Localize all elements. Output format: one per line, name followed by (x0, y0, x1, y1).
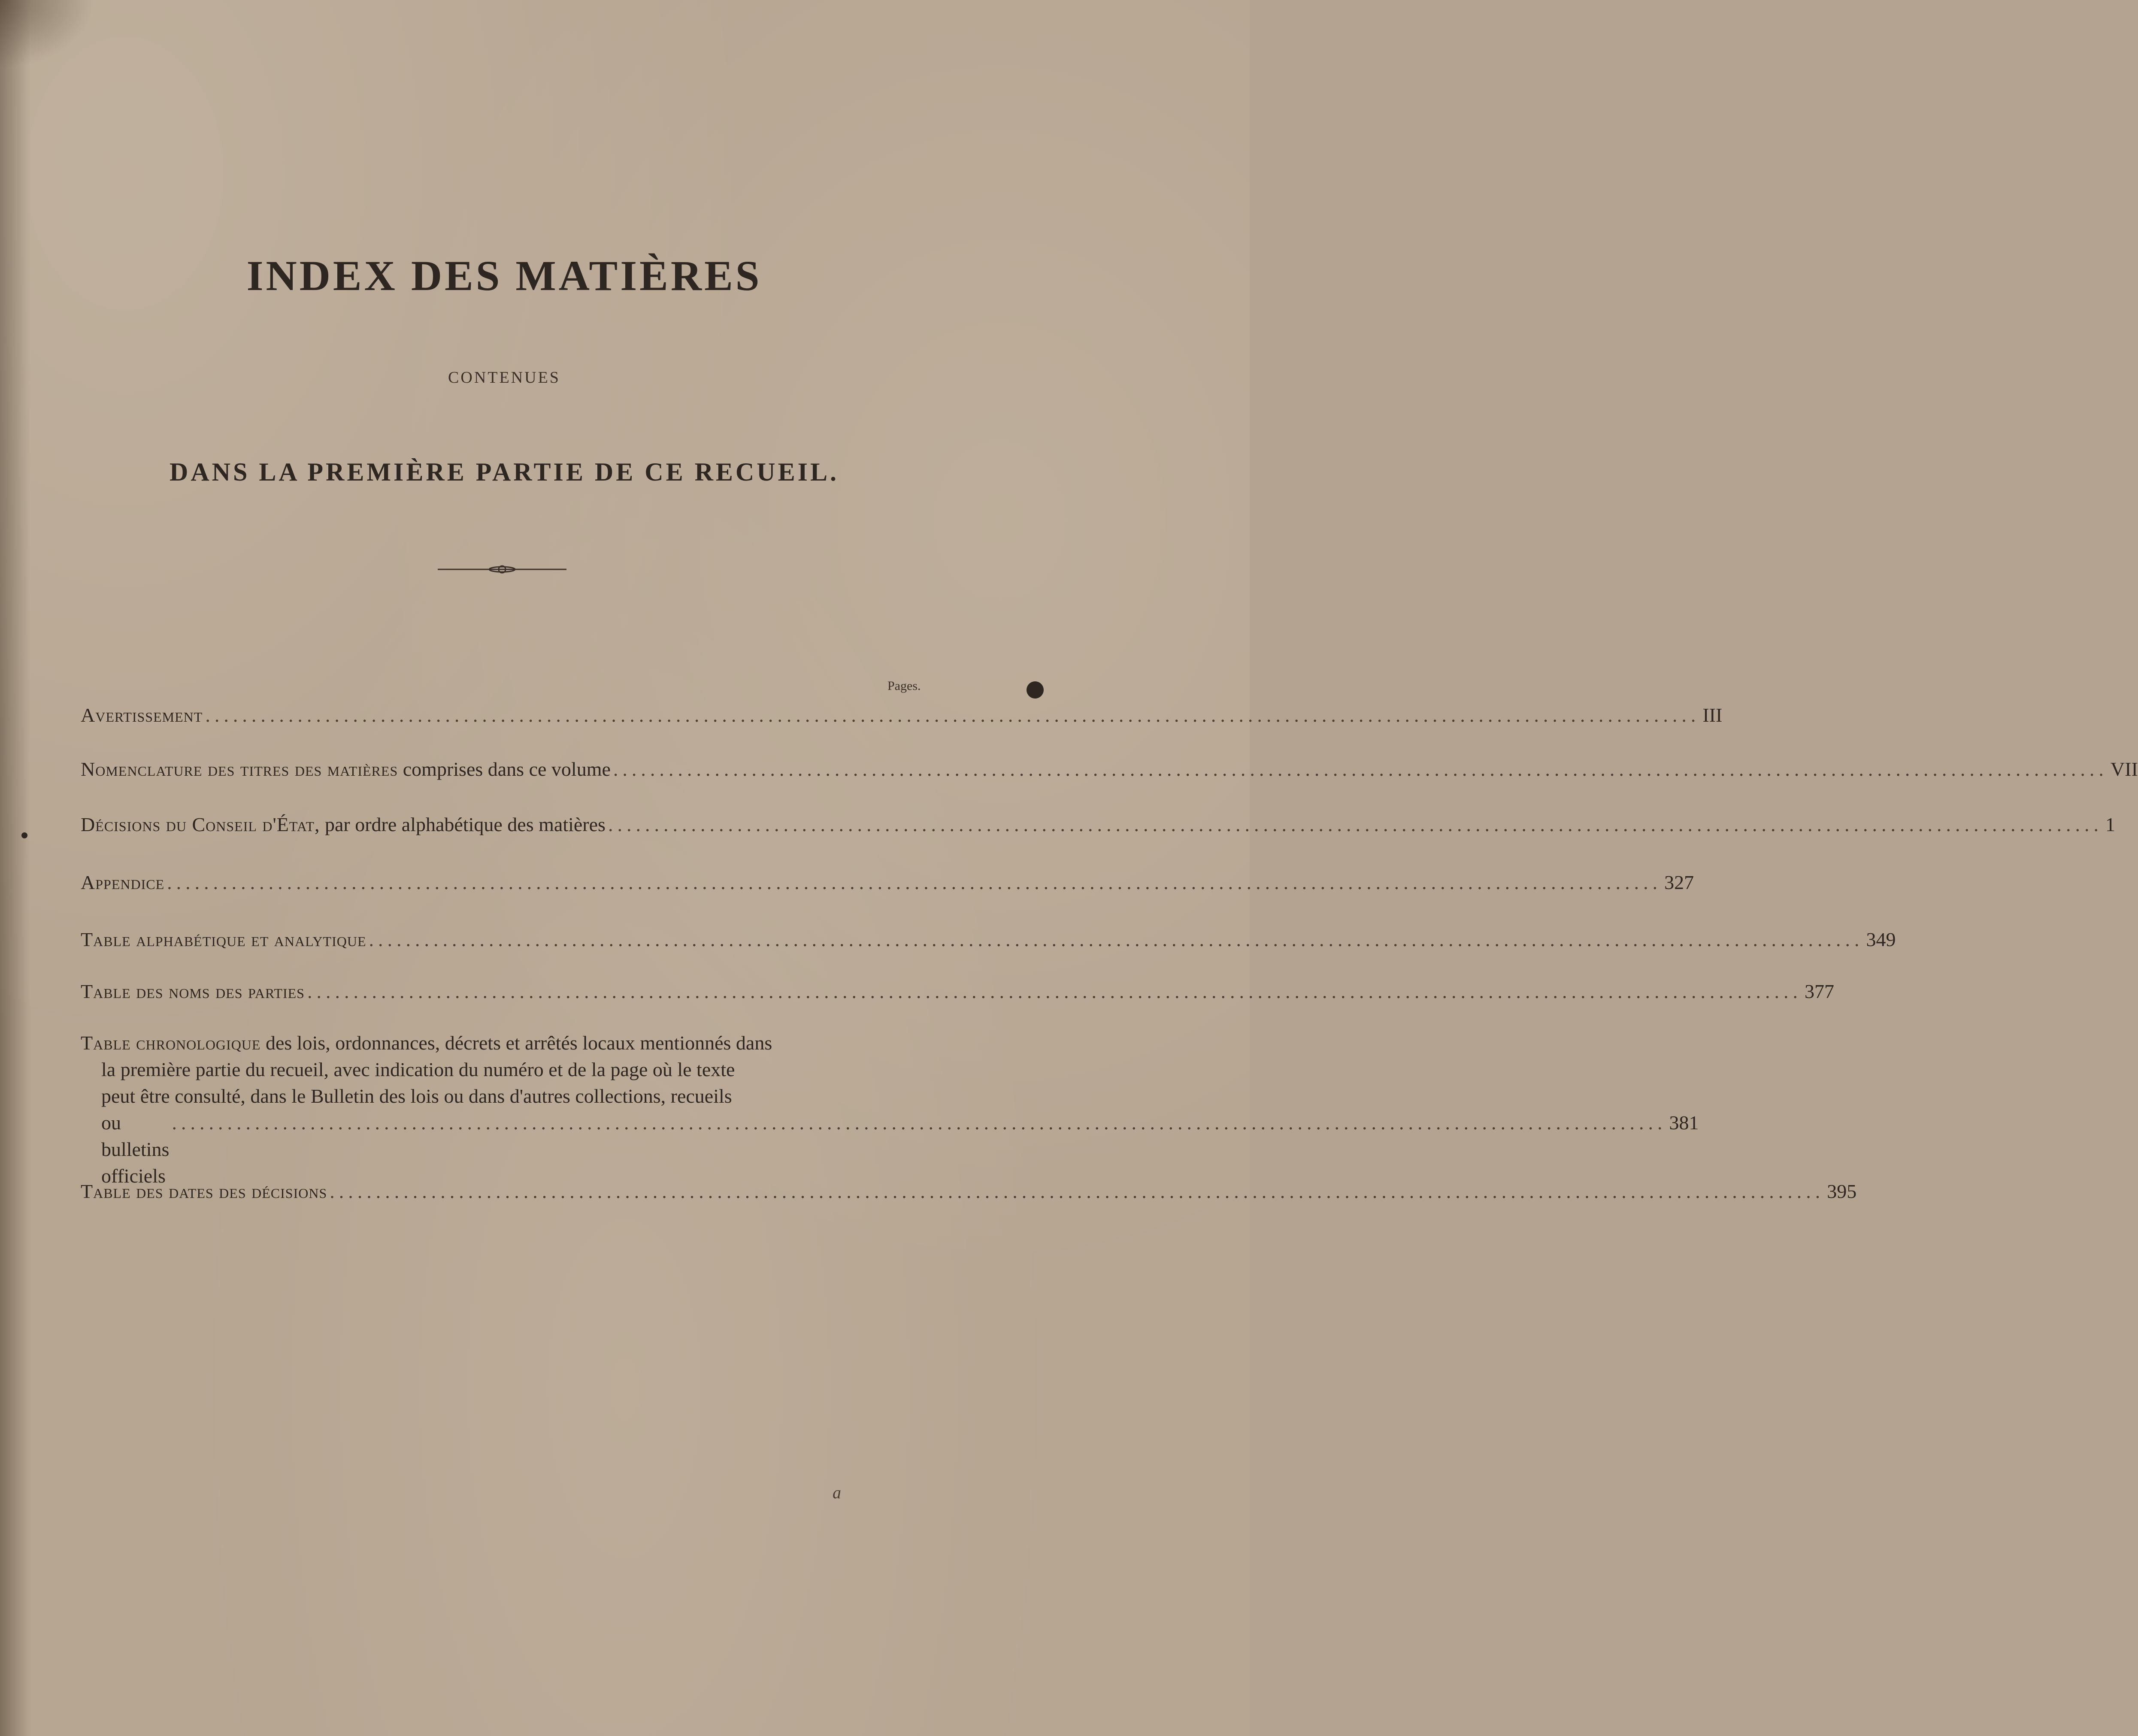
leader-dots: .................................................................................................................................................................. (613, 758, 2108, 780)
leader-dots: .................................................................................................................................................................. (167, 871, 1662, 893)
toc-entry-label-rest: par ordre alphabétique des matières (320, 814, 606, 835)
page-corner-stain (0, 0, 94, 69)
toc-entry-page: 349 (1866, 928, 1896, 950)
ornament-divider (438, 563, 566, 576)
toc-entry-appendice (81, 871, 1694, 894)
page-title: INDEX DES MATIÈRES (246, 252, 762, 299)
leader-dots: .................................................................................................................................................................. (205, 704, 1700, 726)
page-subtitle: CONTENUES (448, 369, 560, 387)
toc-entry-page: 377 (1804, 980, 1834, 1002)
toc-entry-label-rest: des lois, ordonnances, décrets et arrêtés locaux mentionnés dans (260, 1032, 772, 1054)
toc-entry-table-dates (81, 1180, 1857, 1203)
ink-spot (1027, 681, 1044, 699)
toc-entry-page: VII (2110, 758, 2138, 780)
page-folio: a (833, 1483, 841, 1502)
toc-entry-line: peut être consulté, dans le Bulletin des lois ou dans d'autres collections, recueils (101, 1085, 732, 1107)
leader-dots: .................................................................................................................................................................. (608, 814, 2103, 835)
toc-entry-label: Nomenclature des titres des matières (81, 758, 398, 780)
toc-entry-page: 327 (1664, 871, 1694, 893)
toc-entry-line: ou bulletins officiels (101, 1112, 170, 1187)
leader-dots: .................................................................................................................................................................. (307, 980, 1802, 1002)
toc-entry-nomenclature (81, 758, 2138, 780)
toc-entry-label: Appendice (81, 871, 165, 893)
toc-entry-label: Avertissement (81, 704, 203, 726)
leader-dots: .................................................................................................................................................................. (172, 1112, 1667, 1134)
ink-spot (21, 832, 27, 838)
toc-entry-table-alphabetique (81, 928, 1896, 951)
toc-entry-label: Table des noms des parties (81, 980, 305, 1002)
pages-column-header: Pages. (887, 679, 921, 693)
toc-entry-label: Table des dates des décisions (81, 1180, 327, 1202)
toc-entry-page: III (1702, 704, 1723, 726)
leader-dots: .................................................................................................................................................................. (369, 928, 1864, 950)
page-subtitle-secondary: DANS LA PREMIÈRE PARTIE DE CE RECUEIL. (170, 458, 839, 486)
toc-entry-label: Décisions du Conseil d'État, (81, 814, 320, 835)
toc-entry-page: 395 (1827, 1180, 1857, 1202)
toc-entry-label: Table alphabétique et analytique (81, 928, 366, 950)
toc-entry-label: Table chronologique (81, 1032, 261, 1054)
toc-entry-page: 1 (2105, 814, 2115, 835)
toc-entry-table-chronologique (81, 1030, 1699, 1189)
leader-dots: .................................................................................................................................................................. (330, 1180, 1825, 1202)
toc-entry-avertissement (81, 704, 1723, 726)
toc-entry-label-rest: comprises dans ce volume (398, 758, 611, 780)
toc-entry-line: la première partie du recueil, avec indication du numéro et de la page où le texte (101, 1059, 735, 1080)
toc-entry-table-noms (81, 980, 1834, 1003)
toc-entry-decisions (81, 813, 2115, 836)
toc-entry-page: 381 (1669, 1112, 1699, 1134)
